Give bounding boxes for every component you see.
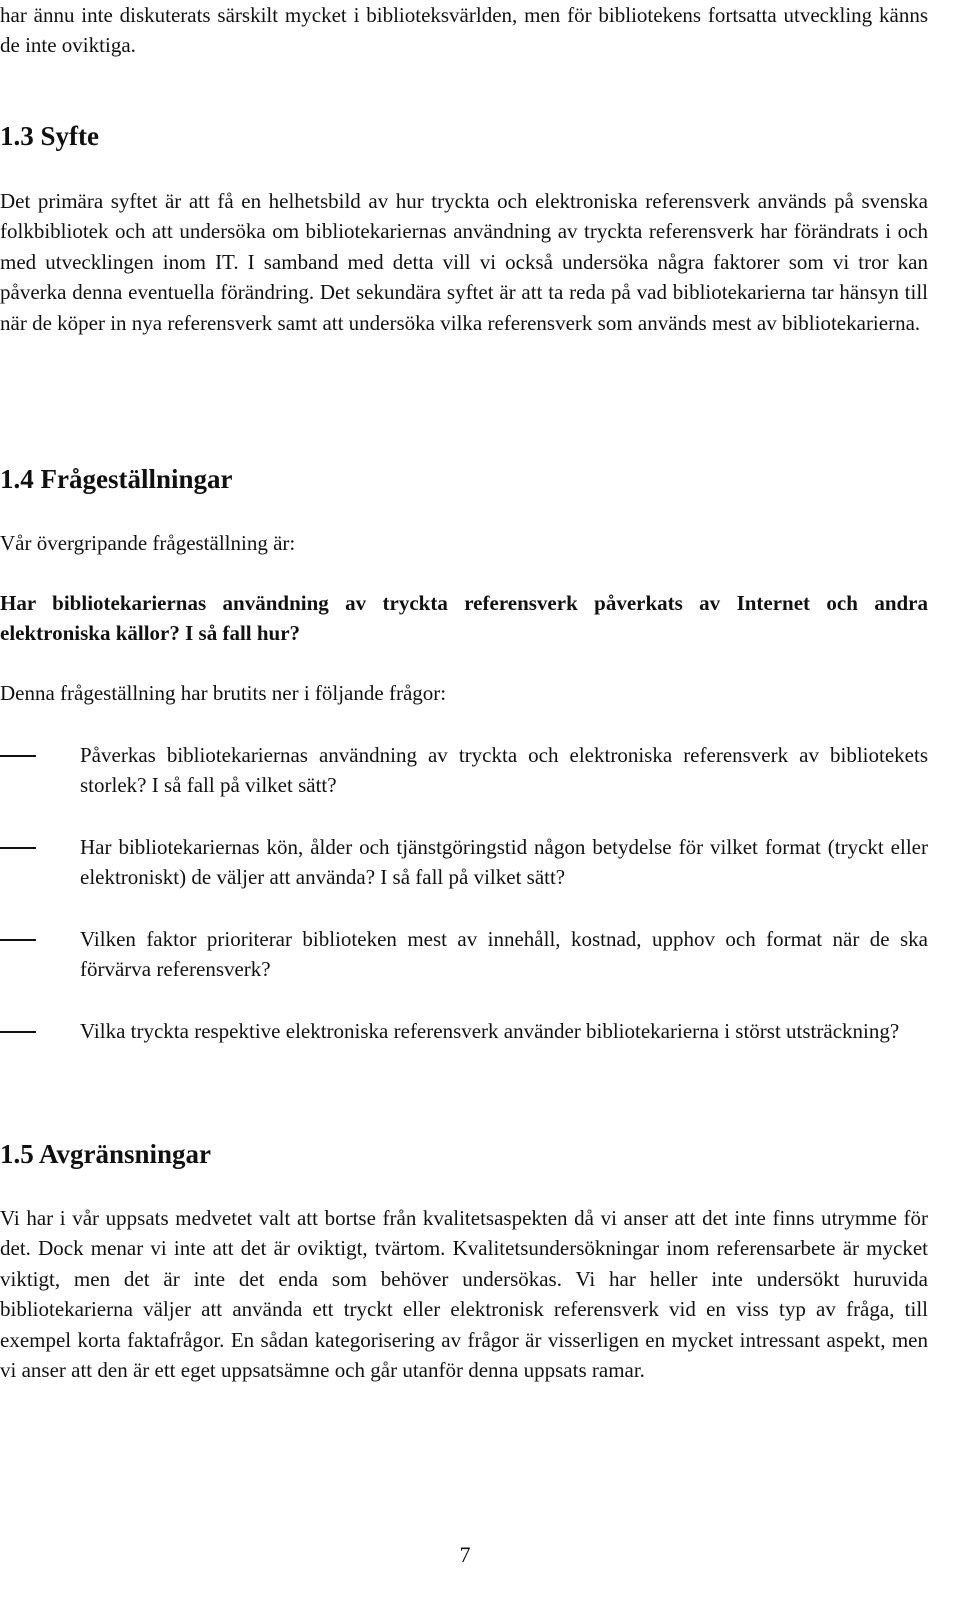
fragestallning-lead: Vår övergripande frågeställning är: — [0, 531, 296, 555]
avgransningar-paragraph: Vi har i vår uppsats medvetet valt att bortse från kvalitetsaspekten då vi anser att det inte finns utrymme för det. Dock menar vi inte att det är oviktigt, tvärtom. Kvalitetsundersökningar inom referensarbete är mycket viktigt, men det är inte det enda som behöver undersökas. Vi har heller inte undersökt huruvida bibliotekarierna väljer att använda ett tryckt eller elektronisk referensverk vid en viss typ av fråga, till exempel korta faktafrågor. En sådan kategorisering av frågor är visserligen en mycket intressant aspekt, men vi anser att den är ett eget uppsatsämne och går utanför denna uppsats ramar. — [0, 1206, 928, 1383]
dash-bullet-icon — [0, 755, 36, 757]
main-research-question: Har bibliotekariernas användning av tryckta referensverk påverkats av Internet och andra elektroniska källor? I så fall hur? — [0, 591, 928, 646]
question-text: Påverkas bibliotekariernas användning av tryckta och elektroniska referensverk av bibliotekets storlek? I så fall på vilket sätt? — [80, 743, 928, 798]
section-heading-syfte: 1.3 Syfte — [0, 121, 99, 151]
intro-paragraph: har ännu inte diskuterats särskilt mycket i biblioteksvärlden, men för bibliotekens fortsatta utveckling känns de inte oviktiga. — [0, 3, 928, 58]
breakdown-paragraph: Denna frågeställning har brutits ner i följande frågor: — [0, 681, 447, 705]
question-text: Har bibliotekariernas kön, ålder och tjänstgöringstid någon betydelse för vilket format (tryckt eller elektroniskt) de väljer att använda? I så fall på vilket sätt? — [80, 835, 928, 890]
page-number: 7 — [459, 1542, 471, 1567]
section-heading-fragestallningar: 1.4 Frågeställningar — [0, 464, 233, 494]
dash-bullet-icon — [0, 847, 36, 849]
section-heading-avgransningar: 1.5 Avgränsningar — [0, 1139, 212, 1169]
dash-bullet-icon — [0, 939, 36, 941]
syfte-paragraph: Det primära syftet är att få en helhetsbild av hur tryckta och elektroniska referensverk används på svenska folkbibliotek och att undersöka om bibliotekariernas användning av tryckta referensverk har förändrats i och med utvecklingen inom IT. I samband med detta vill vi också undersöka några faktorer som vi tror kan påverka denna eventuella förändring. Det sekundära syftet är att ta reda på vad bibliotekarierna tar hänsyn till när de köper in nya referensverk samt att undersöka vilka referensverk som används mest av bibliotekarierna. — [0, 189, 928, 335]
question-text: Vilken faktor prioriterar biblioteken mest av innehåll, kostnad, upphov och format när de ska förvärva referensverk? — [80, 927, 928, 982]
question-text: Vilka tryckta respektive elektroniska referensverk använder bibliotekarierna i störst utsträckning? — [80, 1019, 900, 1043]
dash-bullet-icon — [0, 1031, 36, 1033]
